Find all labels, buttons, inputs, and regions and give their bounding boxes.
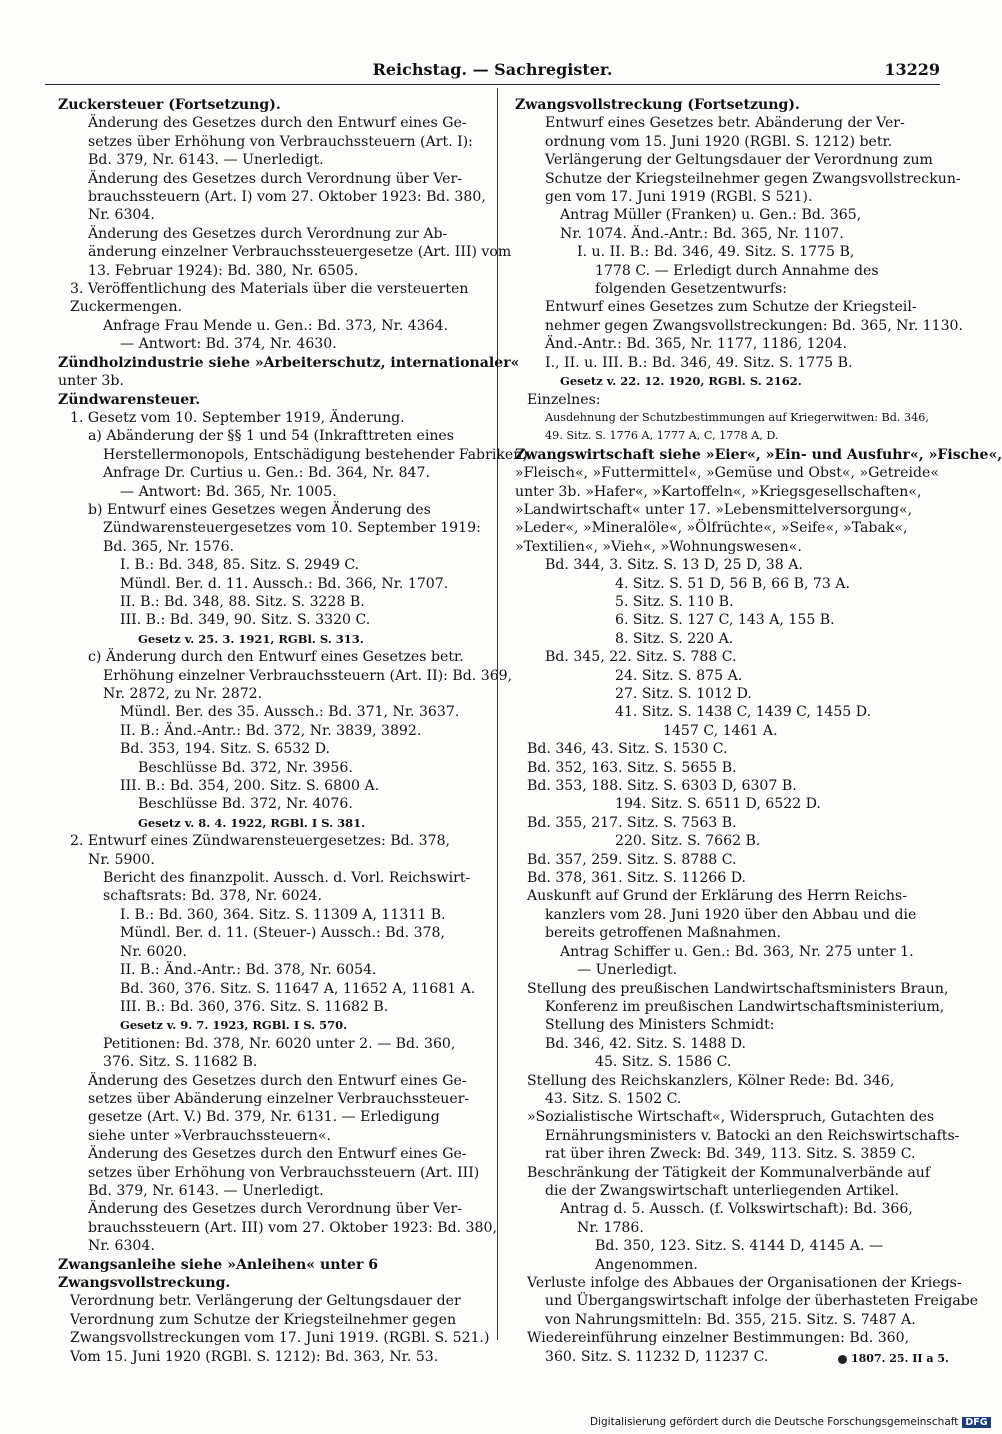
index-line: c) Änderung durch den Entwurf eines Gesetzes betr. <box>88 649 464 666</box>
index-line: Angenommen. <box>595 1256 698 1273</box>
column-divider <box>497 88 498 1340</box>
running-header <box>45 58 940 85</box>
index-line: Verluste infolge des Abbaues der Organisationen der Kriegs- <box>527 1275 962 1291</box>
index-line: 24. Sitz. S. 875 A. <box>615 667 743 684</box>
index-line: Gesetz v. 9. 7. 1923, RGBl. I S. 570. <box>120 1018 348 1033</box>
index-line: Stellung des Reichskanzlers, Kölner Rede: Bd. 346, <box>527 1072 895 1089</box>
index-line: Bd. 360, 376. Sitz. S. 11647 A, 11652 A, 11681 A. <box>120 980 476 997</box>
index-heading: Zwangsvollstreckung. <box>58 1275 231 1291</box>
index-line: III. B.: Bd. 354, 200. Sitz. S. 6800 A. <box>120 778 380 795</box>
index-line: — Unerledigt. <box>577 962 678 979</box>
page-number: 13229 <box>884 60 940 79</box>
index-line: 41. Sitz. S. 1438 C, 1439 C, 1455 D. <box>615 704 872 721</box>
index-line: die der Zwangswirtschaft unterliegenden Artikel. <box>545 1182 900 1199</box>
index-line: Nr. 5900. <box>88 851 155 868</box>
index-line: Zuckermengen. <box>70 299 183 316</box>
index-line: gen vom 17. Juni 1919 (RGBl. S 521). <box>545 189 813 206</box>
index-line: Nr. 1074. Änd.-Antr.: Bd. 365, Nr. 1107. <box>560 225 844 242</box>
index-line: 360. Sitz. S. 11232 D, 11237 C. <box>545 1348 769 1365</box>
index-line: — Antwort: Bd. 365, Nr. 1005. <box>120 483 337 500</box>
index-line: Einzelnes: <box>527 391 601 408</box>
index-line: Stellung des Ministers Schmidt: <box>545 1017 775 1034</box>
index-line: brauchssteuern (Art. I) vom 27. Oktober 1923: Bd. 380, <box>88 189 486 206</box>
index-line: siehe unter »Verbrauchssteuern«. <box>88 1127 331 1144</box>
index-line: »Textilien«, »Vieh«, »Wohnungswesen«. <box>515 538 802 555</box>
index-line: Herstellermonopols, Entschädigung bestehender Fabriken). <box>103 446 533 463</box>
index-line: Bd. 353, 194. Sitz. S. 6532 D. <box>120 741 331 758</box>
index-line: 1. Gesetz vom 10. September 1919, Änderung. <box>70 409 405 426</box>
index-line: 13. Februar 1924): Bd. 380, Nr. 6505. <box>88 262 359 279</box>
index-line: unter 3b. »Hafer«, »Kartoffeln«, »Kriegsgesellschaften«, <box>515 483 922 500</box>
index-line: Schutze der Kriegsteilnehmer gegen Zwangsvollstreckun- <box>545 170 961 187</box>
index-line: gesetze (Art. V.) Bd. 379, Nr. 6131. — Erledigung <box>88 1109 440 1126</box>
index-line: Änd.-Antr.: Bd. 365, Nr. 1177, 1186, 1204. <box>545 336 848 353</box>
index-line: Gesetz v. 22. 12. 1920, RGBl. S. 2162. <box>560 374 802 389</box>
index-line: Bd. 352, 163. Sitz. S. 5655 B. <box>527 759 737 776</box>
index-line: Nr. 6020. <box>120 943 187 960</box>
index-line: — Antwort: Bd. 374, Nr. 4630. <box>120 336 337 353</box>
index-line: Anfrage Frau Mende u. Gen.: Bd. 373, Nr. 4364. <box>103 317 449 334</box>
index-line: ordnung vom 15. Juni 1920 (RGBl. S. 1212) betr. <box>545 133 893 150</box>
index-line: I., II. u. III. B.: Bd. 346, 49. Sitz. S. 1775 B. <box>545 354 853 371</box>
index-line: Bd. 345, 22. Sitz. S. 788 C. <box>545 649 737 666</box>
index-line: Bd. 346, 42. Sitz. S. 1488 D. <box>545 1035 747 1052</box>
index-line: Zündwarensteuergesetzes vom 10. September 1919: <box>103 520 481 537</box>
index-line: Nr. 6304. <box>88 1238 155 1255</box>
index-line: 5. Sitz. S. 110 B. <box>615 593 734 610</box>
index-line: Bd. 378, 361. Sitz. S. 11266 D. <box>527 870 746 887</box>
index-line: 220. Sitz. S. 7662 B. <box>615 833 761 850</box>
index-line: Entwurf eines Gesetzes betr. Abänderung der Ver- <box>545 115 905 132</box>
index-line: Bd. 379, Nr. 6143. — Unerledigt. <box>88 152 324 169</box>
index-line: II. B.: Änd.-Antr.: Bd. 372, Nr. 3839, 3892. <box>120 722 422 739</box>
index-line: 49. Sitz. S. 1776 A, 1777 A, C, 1778 A, D. <box>545 429 779 443</box>
index-line: Bd. 346, 43. Sitz. S. 1530 C. <box>527 741 728 758</box>
index-line: setzes über Abänderung einzelner Verbrauchssteuer- <box>88 1090 470 1107</box>
index-line: änderung einzelner Verbrauchssteuergesetze (Art. III) vom <box>88 244 512 261</box>
index-line: setzes über Erhöhung von Verbrauchssteuern (Art. III) <box>88 1164 480 1181</box>
index-line: 4. Sitz. S. 51 D, 56 B, 66 B, 73 A. <box>615 575 850 592</box>
index-line: Änderung des Gesetzes durch Verordnung über Ver- <box>88 1201 463 1218</box>
print-code <box>838 1352 949 1365</box>
index-line: Auskunft auf Grund der Erklärung des Herrn Reichs- <box>527 888 907 905</box>
index-line: Erhöhung einzelner Verbrauchssteuern (Art. II): Bd. 369, <box>103 667 513 684</box>
index-line: schaftsrats: Bd. 378, Nr. 6024. <box>103 888 323 905</box>
index-line: von Nahrungsmitteln: Bd. 355, 215. Sitz. S. 7487 A. <box>545 1311 916 1328</box>
index-line: rat über ihren Zweck: Bd. 349, 113. Sitz. S. 3859 C. <box>545 1146 916 1163</box>
index-line: bereits getroffenen Maßnahmen. <box>545 925 781 942</box>
index-line: Stellung des preußischen Landwirtschaftsministers Braun, <box>527 980 949 997</box>
index-heading: Zwangsvollstreckung (Fortsetzung). <box>515 97 800 113</box>
index-line: Verlängerung der Geltungsdauer der Verordnung zum <box>545 152 933 169</box>
index-line: folgenden Gesetzentwurfs: <box>595 281 787 298</box>
index-line: Beschlüsse Bd. 372, Nr. 4076. <box>138 796 353 813</box>
index-line: Antrag Schiffer u. Gen.: Bd. 363, Nr. 275 unter 1. <box>560 943 914 960</box>
index-heading: Zwangsanleihe siehe »Anleihen« unter 6 <box>58 1256 379 1273</box>
index-line: 194. Sitz. S. 6511 D, 6522 D. <box>615 796 821 813</box>
index-line: Verordnung zum Schutze der Kriegsteilnehmer gegen <box>70 1311 457 1328</box>
index-line: Wiedereinführung einzelner Bestimmungen: Bd. 360, <box>527 1330 910 1347</box>
index-line: kanzlers vom 28. Juni 1920 über den Abbau und die <box>545 906 917 923</box>
index-line: Nr. 2872, zu Nr. 2872. <box>103 686 263 702</box>
index-line: Zwangsvollstreckungen vom 17. Juni 1919. (RGBl. S. 521.) <box>70 1330 490 1347</box>
index-line: 27. Sitz. S. 1012 D. <box>615 686 752 702</box>
index-line: unter 3b. <box>58 373 124 390</box>
index-line: II. B.: Bd. 348, 88. Sitz. S. 3228 B. <box>120 593 365 610</box>
index-line: Mündl. Ber. des 35. Aussch.: Bd. 371, Nr. 3637. <box>120 704 460 721</box>
index-line: b) Entwurf eines Gesetzes wegen Änderung des <box>88 501 431 518</box>
index-line: Konferenz im preußischen Landwirtschaftsministerium, <box>545 998 945 1015</box>
left-column <box>58 96 533 1366</box>
index-line: Bd. 365, Nr. 1576. <box>103 538 235 555</box>
index-line: »Landwirtschaft« unter 17. »Lebensmittelversorgung«, <box>515 501 913 518</box>
index-line: Nr. 6304. <box>88 207 155 224</box>
index-line: setzes über Erhöhung von Verbrauchssteuern (Art. I): <box>88 133 473 150</box>
index-line: Bd. 350, 123. Sitz. S. 4144 D, 4145 A. — <box>595 1238 884 1255</box>
index-line: I. B.: Bd. 360, 364. Sitz. S. 11309 A, 11311 B. <box>120 906 446 923</box>
index-line: 43. Sitz. S. 1502 C. <box>545 1090 682 1107</box>
right-column <box>515 96 1002 1366</box>
index-line: 45. Sitz. S. 1586 C. <box>595 1054 732 1071</box>
index-line: Bericht des finanzpolit. Aussch. d. Vorl. Reichswirt- <box>103 870 471 887</box>
index-line: Beschränkung der Tätigkeit der Kommunalverbände auf <box>527 1164 931 1181</box>
index-line: 376. Sitz. S. 11682 B. <box>103 1054 258 1071</box>
index-line: nehmer gegen Zwangsvollstreckungen: Bd. 365, Nr. 1130. <box>545 317 964 334</box>
index-line: Gesetz v. 8. 4. 1922, RGBl. I S. 381. <box>138 815 366 830</box>
index-line: II. B.: Änd.-Antr.: Bd. 378, Nr. 6054. <box>120 962 377 979</box>
index-line: »Leder«, »Mineralöle«, »Ölfrüchte«, »Seife«, »Tabak«, <box>515 520 908 537</box>
index-line: Gesetz v. 25. 3. 1921, RGBl. S. 313. <box>138 631 364 646</box>
index-line: Bd. 355, 217. Sitz. S. 7563 B. <box>527 814 737 831</box>
index-line: Bd. 344, 3. Sitz. S. 13 D, 25 D, 38 A. <box>545 557 803 574</box>
dfg-logo: DFG <box>962 1417 990 1428</box>
index-line: Mündl. Ber. d. 11. (Steuer-) Aussch.: Bd. 378, <box>120 925 445 942</box>
index-line: Petitionen: Bd. 378, Nr. 6020 unter 2. — Bd. 360, <box>103 1035 456 1052</box>
index-line: Antrag Müller (Franken) u. Gen.: Bd. 365, <box>560 207 862 224</box>
index-line: Änderung des Gesetzes durch den Entwurf eines Ge- <box>88 1146 467 1163</box>
index-line: Änderung des Gesetzes durch den Entwurf eines Ge- <box>88 1072 467 1089</box>
index-line: Bd. 379, Nr. 6143. — Unerledigt. <box>88 1182 324 1199</box>
index-line: Entwurf eines Gesetzes zum Schutze der Kriegsteil- <box>545 299 917 316</box>
index-line: »Sozialistische Wirtschaft«, Widerspruch, Gutachten des <box>527 1109 935 1126</box>
index-heading: Zuckersteuer (Fortsetzung). <box>58 97 281 113</box>
index-line: und Übergangswirtschaft infolge der überhasteten Freigabe <box>545 1293 979 1310</box>
index-line: III. B.: Bd. 349, 90. Sitz. S. 3320 C. <box>120 612 371 629</box>
index-line: Bd. 353, 188. Sitz. S. 6303 D, 6307 B. <box>527 778 797 795</box>
index-line: Nr. 1786. <box>577 1219 644 1236</box>
index-line: Ernährungsministers v. Batocki an den Reichswirtschafts- <box>545 1127 960 1144</box>
index-line: 3. Veröffentlichung des Materials über die versteuerten <box>70 281 469 298</box>
index-heading: Zündholzindustrie siehe »Arbeiterschutz, internationaler« <box>58 354 520 371</box>
index-line: Verordnung betr. Verlängerung der Geltungsdauer der <box>70 1293 461 1310</box>
index-line: brauchssteuern (Art. III) vom 27. Oktober 1923: Bd. 380, <box>88 1219 497 1236</box>
index-line: »Fleisch«, »Futtermittel«, »Gemüse und Obst«, »Getreide« <box>515 465 939 482</box>
index-line: Antrag d. 5. Aussch. (f. Volkswirtschaft): Bd. 366, <box>560 1201 913 1218</box>
index-line: 8. Sitz. S. 220 A. <box>615 630 734 647</box>
funding-note <box>590 1416 991 1428</box>
index-line: Beschlüsse Bd. 372, Nr. 3956. <box>138 759 353 776</box>
index-heading: Zwangswirtschaft siehe »Eier«, »Ein- und Ausfuhr«, »Fische«, <box>515 446 1002 463</box>
index-line: 2. Entwurf eines Zündwarensteuergesetzes: Bd. 378, <box>70 833 451 850</box>
index-line: 1778 C. — Erledigt durch Annahme des <box>595 262 879 279</box>
print-code-text: 1807. 25. II a 5. <box>851 1352 949 1365</box>
index-line: Bd. 357, 259. Sitz. S. 8788 C. <box>527 851 737 868</box>
index-line: a) Abänderung der §§ 1 und 54 (Inkrafttreten eines <box>88 428 454 445</box>
index-line: I. B.: Bd. 348, 85. Sitz. S. 2949 C. <box>120 557 360 574</box>
index-line: Ausdehnung der Schutzbestimmungen auf Kriegerwitwen: Bd. 346, <box>545 410 929 424</box>
index-line: 6. Sitz. S. 127 C, 143 A, 155 B. <box>615 612 835 629</box>
index-line: 1457 C, 1461 A. <box>663 722 778 739</box>
index-line: Änderung des Gesetzes durch Verordnung zur Ab- <box>88 225 448 242</box>
index-line: Anfrage Dr. Curtius u. Gen.: Bd. 364, Nr. 847. <box>103 465 430 482</box>
funding-note-text: Digitalisierung gefördert durch die Deutsche Forschungsgemeinschaft <box>590 1416 959 1428</box>
index-line: Mündl. Ber. d. 11. Aussch.: Bd. 366, Nr. 1707. <box>120 575 449 592</box>
bullet-icon <box>838 1355 847 1364</box>
header-title: Reichstag. — Sachregister. <box>372 60 613 79</box>
index-line: Änderung des Gesetzes durch Verordnung über Ver- <box>88 170 463 187</box>
index-heading: Zündwarensteuer. <box>58 391 201 408</box>
index-line: Vom 15. Juni 1920 (RGBl. S. 1212): Bd. 363, Nr. 53. <box>70 1348 439 1365</box>
index-line: III. B.: Bd. 360, 376. Sitz. S. 11682 B. <box>120 998 389 1015</box>
index-line: I. u. II. B.: Bd. 346, 49. Sitz. S. 1775 B, <box>577 244 855 261</box>
index-line: Änderung des Gesetzes durch den Entwurf eines Ge- <box>88 115 467 132</box>
